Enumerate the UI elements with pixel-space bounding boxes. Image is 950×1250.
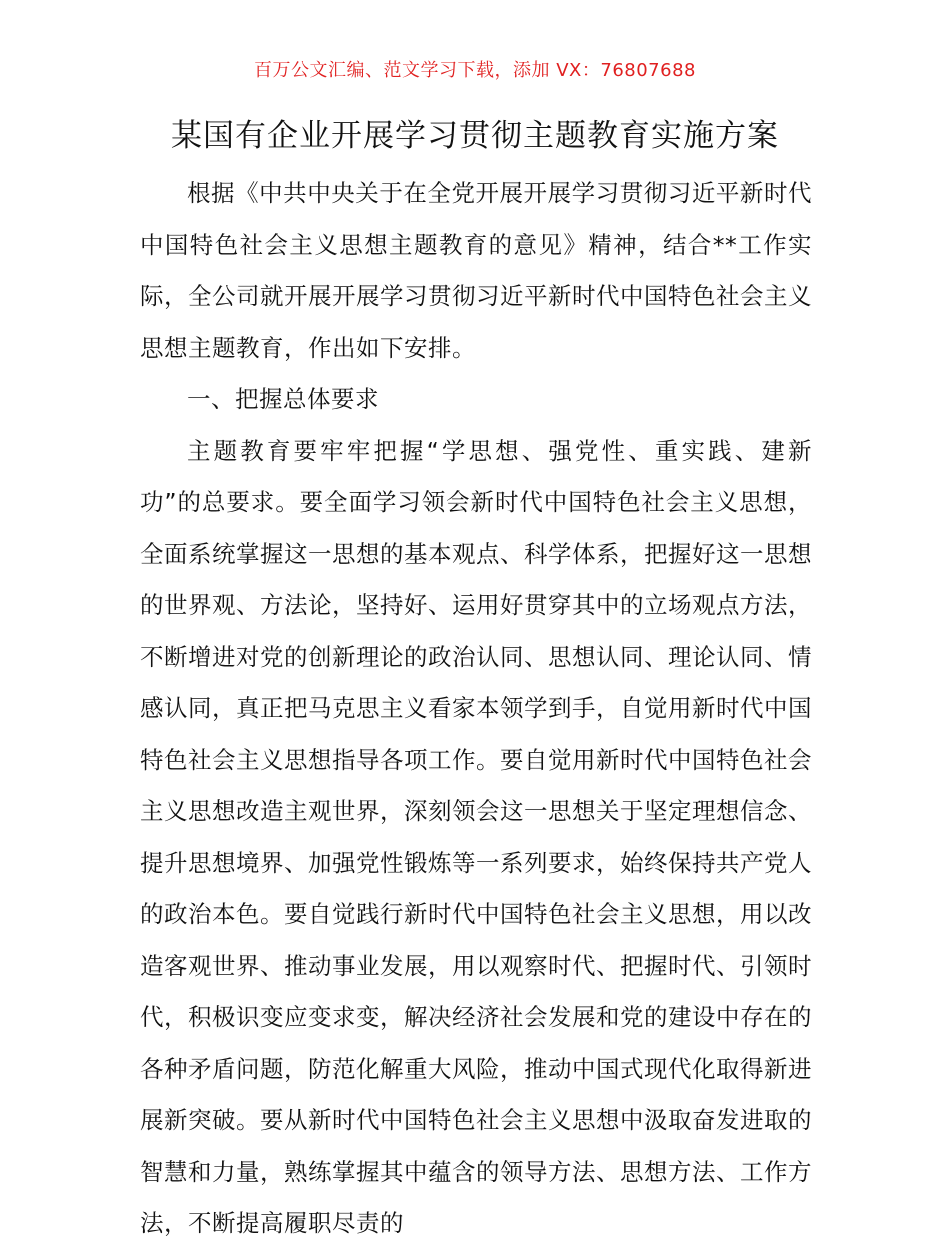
paragraph-intro: 根据《中共中央关于在全党开展开展学习贯彻习近平新时代中国特色社会主义思想主题教育的意见》精神，结合**工作实际，全公司就开展开展学习贯彻习近平新时代中国特色社会主义思想主题教育，作出如下安排。	[140, 179, 812, 362]
document-body	[140, 168, 812, 1250]
document-title: 某国有企业开展学习贯彻主题教育实施方案	[171, 118, 779, 154]
paragraph-requirements: 主题教育要牢牢把握“学思想、强党性、重实践、建新功”的总要求。要全面学习领会新时代中国特色社会主义思想，全面系统掌握这一思想的基本观点、科学体系，把握好这一思想的世界观、方法论，坚持好、运用好贯穿其中的立场观点方法，不断增进对党的创新理论的政治认同、思想认同、理论认同、情感认同，真正把马克思主义看家本领学到手，自觉用新时代中国特色社会主义思想指导各项工作。要自觉用新时代中国特色社会主义思想改造主观世界，深刻领会这一思想关于坚定理想信念、提升思想境界、加强党性锻炼等一系列要求，始终保持共产党人的政治本色。要自觉践行新时代中国特色社会主义思想，用以改造客观世界、推动事业发展，用以观察时代、把握时代、引领时代，积极识变应变求变，解决经济社会发展和党的建设中存在的各种矛盾问题，防范化解重大风险，推动中国式现代化取得新进展新突破。要从新时代中国特色社会主义思想中汲取奋发进取的智慧和力量，熟练掌握其中蕴含的领导方法、思想方法、工作方法，不断提高履职尽责的	[140, 436, 812, 1237]
section-heading-1: 一、把握总体要求	[187, 385, 379, 413]
header-banner: 百万公文汇编、范文学习下载，添加 VX：76807688	[254, 60, 696, 81]
